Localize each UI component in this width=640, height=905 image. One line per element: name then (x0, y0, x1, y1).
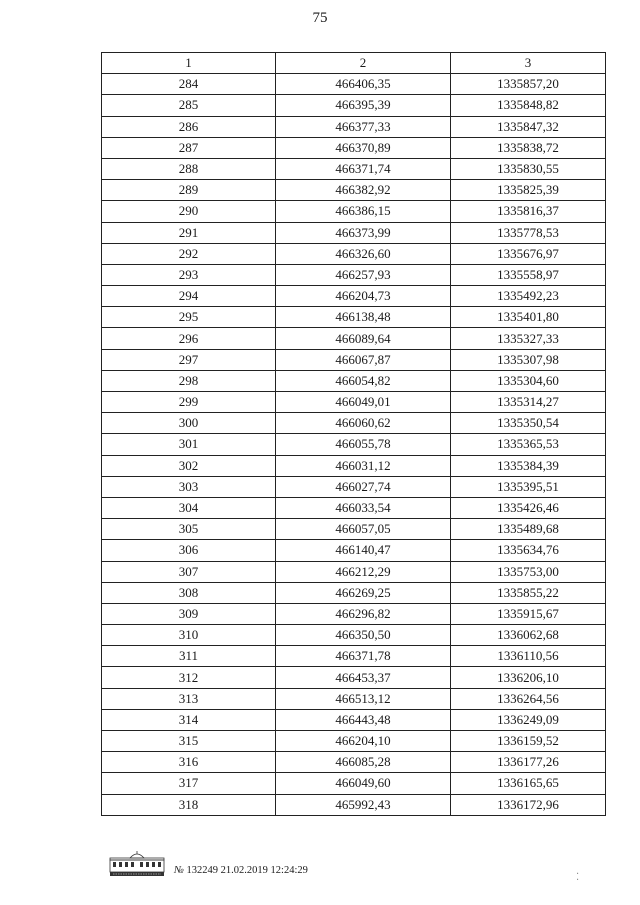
x-coordinate-cell: 466067,87 (276, 349, 451, 370)
x-coordinate-cell: 466382,92 (276, 180, 451, 201)
x-coordinate-cell: 466296,82 (276, 603, 451, 624)
table-row (102, 519, 606, 540)
y-coordinate-cell: 1336206,10 (451, 667, 606, 688)
y-coordinate-cell: 1335838,72 (451, 137, 606, 158)
x-coordinate-cell: 466350,50 (276, 625, 451, 646)
point-number-cell: 314 (102, 709, 276, 730)
table-row (102, 370, 606, 391)
y-coordinate-cell: 1336062,68 (451, 625, 606, 646)
column-header-2: 2 (276, 53, 451, 74)
table-row (102, 413, 606, 434)
table-row (102, 731, 606, 752)
point-number-cell: 293 (102, 264, 276, 285)
table-row (102, 328, 606, 349)
point-number-cell: 286 (102, 116, 276, 137)
x-coordinate-cell: 466212,29 (276, 561, 451, 582)
x-coordinate-cell: 466204,10 (276, 731, 451, 752)
y-coordinate-cell: 1336159,52 (451, 731, 606, 752)
point-number-cell: 287 (102, 137, 276, 158)
x-coordinate-cell: 466031,12 (276, 455, 451, 476)
x-coordinate-cell: 466269,25 (276, 582, 451, 603)
point-number-cell: 316 (102, 752, 276, 773)
table-row (102, 158, 606, 179)
y-coordinate-cell: 1335816,37 (451, 201, 606, 222)
point-number-cell: 318 (102, 794, 276, 815)
table-row (102, 201, 606, 222)
y-coordinate-cell: 1335395,51 (451, 476, 606, 497)
table-row (102, 349, 606, 370)
y-coordinate-cell: 1336177,26 (451, 752, 606, 773)
y-coordinate-cell: 1335778,53 (451, 222, 606, 243)
table-row (102, 455, 606, 476)
x-coordinate-cell: 466373,99 (276, 222, 451, 243)
table-header-row (102, 53, 606, 74)
table-row (102, 497, 606, 518)
x-coordinate-cell: 466089,64 (276, 328, 451, 349)
x-coordinate-cell: 466370,89 (276, 137, 451, 158)
table-row (102, 286, 606, 307)
point-number-cell: 289 (102, 180, 276, 201)
point-number-cell: 317 (102, 773, 276, 794)
y-coordinate-cell: 1335855,22 (451, 582, 606, 603)
table-row (102, 116, 606, 137)
table-row (102, 709, 606, 730)
x-coordinate-cell: 466406,35 (276, 74, 451, 95)
y-coordinate-cell: 1335426,46 (451, 497, 606, 518)
point-number-cell: 304 (102, 497, 276, 518)
table-row (102, 264, 606, 285)
x-coordinate-cell: 466057,05 (276, 519, 451, 540)
document-footer (108, 850, 508, 886)
page-number: 75 (312, 10, 328, 26)
y-coordinate-cell: 1335365,53 (451, 434, 606, 455)
registration-stamp (174, 865, 308, 876)
table-row (102, 667, 606, 688)
point-number-cell: 311 (102, 646, 276, 667)
table-row (102, 561, 606, 582)
y-coordinate-cell: 1335307,98 (451, 349, 606, 370)
point-number-cell: 312 (102, 667, 276, 688)
y-coordinate-cell: 1335314,27 (451, 392, 606, 413)
point-number-cell: 299 (102, 392, 276, 413)
y-coordinate-cell: 1335915,67 (451, 603, 606, 624)
point-number-cell: 296 (102, 328, 276, 349)
point-number-cell: 292 (102, 243, 276, 264)
number-sign: № (174, 865, 184, 876)
table-row (102, 137, 606, 158)
y-coordinate-cell: 1335830,55 (451, 158, 606, 179)
x-coordinate-cell: 466453,37 (276, 667, 451, 688)
y-coordinate-cell: 1335857,20 (451, 74, 606, 95)
point-number-cell: 308 (102, 582, 276, 603)
x-coordinate-cell: 466060,62 (276, 413, 451, 434)
registration-number-datetime: 132249 21.02.2019 12:24:29 (186, 865, 308, 876)
point-number-cell: 284 (102, 74, 276, 95)
table-row (102, 392, 606, 413)
point-number-cell: 288 (102, 158, 276, 179)
y-coordinate-cell: 1336264,56 (451, 688, 606, 709)
point-number-cell: 315 (102, 731, 276, 752)
x-coordinate-cell: 466371,74 (276, 158, 451, 179)
y-coordinate-cell: 1335384,39 (451, 455, 606, 476)
point-number-cell: 291 (102, 222, 276, 243)
y-coordinate-cell: 1335489,68 (451, 519, 606, 540)
column-header-1: 1 (102, 53, 276, 74)
y-coordinate-cell: 1335304,60 (451, 370, 606, 391)
scan-speck: ⁚ (576, 872, 580, 883)
y-coordinate-cell: 1335327,33 (451, 328, 606, 349)
point-number-cell: 294 (102, 286, 276, 307)
coordinates-table (101, 52, 606, 816)
y-coordinate-cell: 1335634,76 (451, 540, 606, 561)
table-row (102, 582, 606, 603)
table-row (102, 540, 606, 561)
y-coordinate-cell: 1335825,39 (451, 180, 606, 201)
table-row (102, 307, 606, 328)
y-coordinate-cell: 1335847,32 (451, 116, 606, 137)
x-coordinate-cell: 466054,82 (276, 370, 451, 391)
table-row (102, 625, 606, 646)
y-coordinate-cell: 1336165,65 (451, 773, 606, 794)
point-number-cell: 313 (102, 688, 276, 709)
point-number-cell: 310 (102, 625, 276, 646)
point-number-cell: 309 (102, 603, 276, 624)
x-coordinate-cell: 466326,60 (276, 243, 451, 264)
scan-edge-artifact (0, 0, 640, 6)
y-coordinate-cell: 1335492,23 (451, 286, 606, 307)
column-header-3: 3 (451, 53, 606, 74)
y-coordinate-cell: 1335350,54 (451, 413, 606, 434)
point-number-cell: 306 (102, 540, 276, 561)
x-coordinate-cell: 466049,01 (276, 392, 451, 413)
x-coordinate-cell: 466257,93 (276, 264, 451, 285)
y-coordinate-cell: 1336249,09 (451, 709, 606, 730)
point-number-cell: 297 (102, 349, 276, 370)
point-number-cell: 300 (102, 413, 276, 434)
point-number-cell: 307 (102, 561, 276, 582)
building-logo-icon (108, 850, 166, 883)
x-coordinate-cell: 466395,39 (276, 95, 451, 116)
x-coordinate-cell: 466055,78 (276, 434, 451, 455)
table-row (102, 794, 606, 815)
x-coordinate-cell: 466033,54 (276, 497, 451, 518)
table-row (102, 243, 606, 264)
x-coordinate-cell: 466386,15 (276, 201, 451, 222)
point-number-cell: 305 (102, 519, 276, 540)
y-coordinate-cell: 1335753,00 (451, 561, 606, 582)
x-coordinate-cell: 466138,48 (276, 307, 451, 328)
x-coordinate-cell: 466443,48 (276, 709, 451, 730)
table-row (102, 95, 606, 116)
x-coordinate-cell: 466513,12 (276, 688, 451, 709)
table-row (102, 752, 606, 773)
table-row (102, 603, 606, 624)
table-row (102, 74, 606, 95)
y-coordinate-cell: 1336110,56 (451, 646, 606, 667)
point-number-cell: 298 (102, 370, 276, 391)
y-coordinate-cell: 1335676,97 (451, 243, 606, 264)
y-coordinate-cell: 1335848,82 (451, 95, 606, 116)
point-number-cell: 290 (102, 201, 276, 222)
x-coordinate-cell: 466049,60 (276, 773, 451, 794)
table-row (102, 773, 606, 794)
x-coordinate-cell: 466204,73 (276, 286, 451, 307)
x-coordinate-cell: 466027,74 (276, 476, 451, 497)
y-coordinate-cell: 1335401,80 (451, 307, 606, 328)
y-coordinate-cell: 1335558,97 (451, 264, 606, 285)
table-row (102, 688, 606, 709)
x-coordinate-cell: 466371,78 (276, 646, 451, 667)
y-coordinate-cell: 1336172,96 (451, 794, 606, 815)
point-number-cell: 285 (102, 95, 276, 116)
point-number-cell: 302 (102, 455, 276, 476)
x-coordinate-cell: 466085,28 (276, 752, 451, 773)
x-coordinate-cell: 465992,43 (276, 794, 451, 815)
point-number-cell: 303 (102, 476, 276, 497)
table-row (102, 434, 606, 455)
x-coordinate-cell: 466140,47 (276, 540, 451, 561)
table-row (102, 646, 606, 667)
x-coordinate-cell: 466377,33 (276, 116, 451, 137)
table-row (102, 222, 606, 243)
point-number-cell: 301 (102, 434, 276, 455)
point-number-cell: 295 (102, 307, 276, 328)
table-row (102, 476, 606, 497)
table-row (102, 180, 606, 201)
